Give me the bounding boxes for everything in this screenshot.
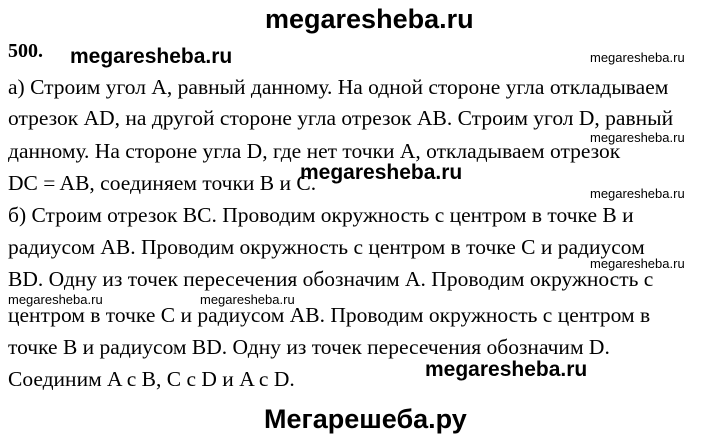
header-watermark: megaresheba.ru: [265, 4, 474, 34]
problem-line-6: радиусом AB. Проводим окружность с центром в точке C и радиусом: [8, 235, 645, 259]
problem-number: 500.: [8, 40, 43, 62]
watermark-small-5: megaresheba.ru: [8, 292, 103, 307]
problem-line-2: отрезок AD, на другой стороне угла отрезок AB. Строим угол D, равный: [8, 106, 674, 130]
watermark-small-6: megaresheba.ru: [200, 292, 295, 307]
watermark-small-4: megaresheba.ru: [590, 256, 685, 271]
problem-line-10: Соединим A с B, C с D и A с D.: [8, 367, 295, 391]
footer-watermark: Мегарешеба.ру: [264, 404, 467, 434]
watermark-small-3: megaresheba.ru: [590, 186, 685, 201]
problem-line-3: данному. На стороне угла D, где нет точки A, откладываем отрезок: [8, 139, 621, 163]
problem-line-4: DC = AB, соединяем точки B и C.: [8, 171, 317, 195]
problem-line-8: центром в точке C и радиусом AB. Проводим окружность с центром в: [8, 303, 651, 327]
watermark-small-1: megaresheba.ru: [590, 50, 685, 65]
problem-line-7: BD. Одну из точек пересечения обозначим A. Проводим окружность с: [8, 267, 654, 291]
watermark-small-2: megaresheba.ru: [590, 130, 685, 145]
problem-line-9: точке B и радиусом BD. Одну из точек пересечения обозначим D.: [8, 335, 610, 359]
watermark-mid-3: megaresheba.ru: [425, 358, 588, 381]
watermark-mid-1: megaresheba.ru: [70, 45, 233, 68]
problem-line-1: а) Строим угол А, равный данному. На одной стороне угла откладываем: [8, 75, 669, 99]
problem-line-5: б) Строим отрезок BC. Проводим окружность с центром в точке B и: [8, 203, 634, 227]
watermark-mid-2: megaresheba.ru: [300, 161, 463, 184]
